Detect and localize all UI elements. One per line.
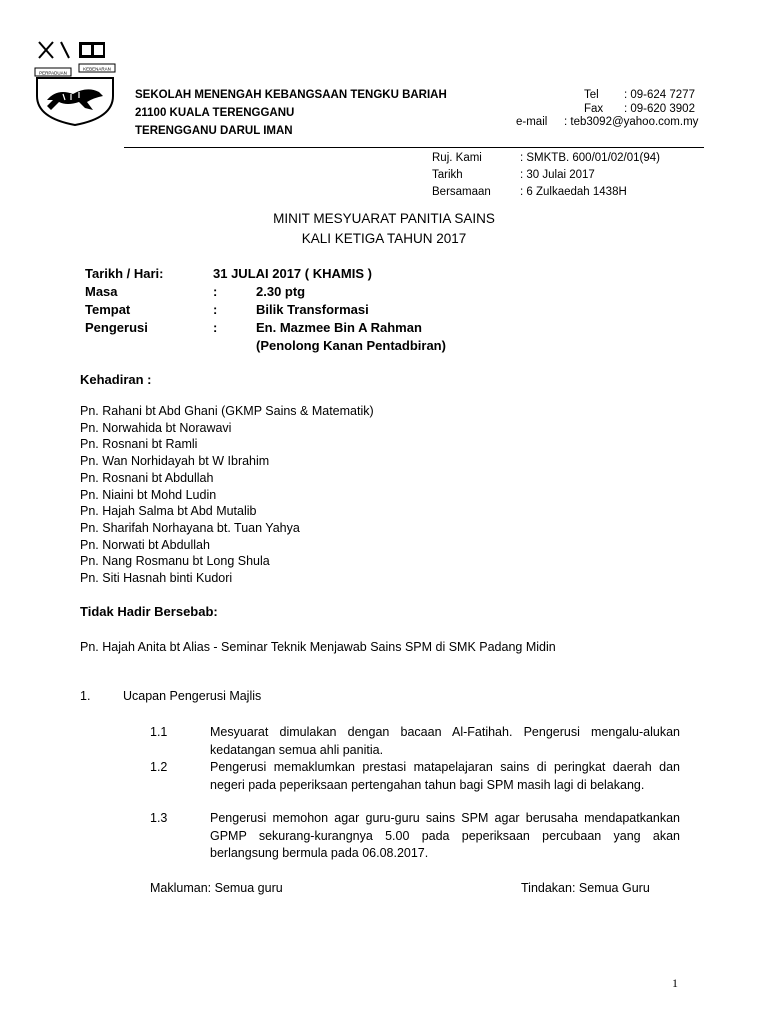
time-label: Masa [85, 284, 118, 299]
fax-value: : 09-620 3902 [624, 102, 695, 115]
time-value: 2.30 ptg [256, 284, 306, 299]
document-title: MINIT MESYUARAT PANITIA SAINS [273, 211, 495, 226]
place-row [85, 301, 446, 319]
school-name: SEKOLAH MENENGAH KEBANGSAAN TENGKU BARIAH [135, 89, 447, 101]
chair-role-row [85, 337, 446, 355]
contact-block [516, 89, 698, 130]
makluman-note: Makluman: Semua guru [150, 881, 283, 895]
list-item: Pn. Nang Rosmanu bt Long Shula [80, 554, 270, 569]
agenda-subitem [150, 724, 680, 759]
list-item: Pn. Wan Norhidayah bt W Ibrahim [80, 454, 270, 469]
place-value: Bilik Transformasi [256, 302, 369, 317]
reference-block [432, 150, 660, 201]
date-label: Tarikh / Hari: [85, 266, 164, 281]
reference-label: Ruj. Kami [432, 152, 482, 164]
agenda-subitem [150, 810, 680, 863]
attendance-heading: Kehadiran : [80, 372, 152, 387]
subitem-number: 1.1 [150, 725, 168, 739]
date-value: 31 JULAI 2017 ( KHAMIS ) [213, 266, 372, 281]
reference-label: Bersamaan [432, 186, 491, 198]
fax-label: Fax [584, 102, 604, 115]
meeting-details [85, 265, 446, 355]
list-item: Pn. Rosnani bt Ramli [80, 437, 198, 452]
subitem-text: Mesyuarat dimulakan dengan bacaan Al-Fatihah. Pengerusi mengalu-alukan kedatangan semua ahli panitia. [210, 725, 680, 757]
tindakan-note: Tindakan: Semua Guru [521, 881, 650, 895]
list-item: Pn. Siti Hasnah binti Kudori [80, 571, 233, 586]
school-crest-logo [33, 36, 117, 126]
absent-heading: Tidak Hadir Bersebab: [80, 604, 218, 619]
reference-row [432, 167, 660, 184]
place-label: Tempat [85, 302, 131, 317]
attendance-list [80, 403, 374, 587]
logo-banner-left: PERPADUAN [39, 70, 67, 76]
page-number: 1 [672, 976, 678, 990]
email-label: e-mail [516, 116, 548, 128]
reference-label: Tarikh [432, 169, 463, 181]
subitem-number: 1.2 [150, 760, 168, 774]
reference-row [432, 150, 660, 167]
reference-row [432, 184, 660, 201]
document-subtitle: KALI KETIGA TAHUN 2017 [301, 231, 467, 246]
logo-banner-right: KEBENARAN [83, 66, 111, 72]
school-crest-icon [33, 36, 117, 126]
school-state: TERENGGANU DARUL IMAN [135, 125, 293, 137]
tel-value: : 09-624 7277 [624, 89, 695, 101]
fax-row [516, 103, 698, 117]
agenda-item-title: Ucapan Pengerusi Majlis [123, 689, 262, 703]
subitem-number: 1.3 [150, 811, 168, 825]
agenda-item-number: 1. [80, 689, 91, 703]
school-address [135, 86, 447, 140]
chair-label: Pengerusi [85, 320, 148, 335]
list-item: Pn. Norwahida bt Norawavi [80, 420, 232, 435]
date-row [85, 265, 446, 283]
time-colon: : [213, 284, 218, 299]
chair-colon: : [213, 320, 218, 335]
place-colon: : [213, 302, 218, 317]
list-item: Pn. Niaini bt Mohd Ludin [80, 487, 217, 502]
email-value: : teb3092@yahoo.com.my [564, 116, 699, 128]
chair-role: (Penolong Kanan Pentadbiran) [256, 338, 446, 353]
list-item: Pn. Rahani bt Abd Ghani (GKMP Sains & Matematik) [80, 404, 374, 418]
list-item: Pn. Rosnani bt Abdullah [80, 470, 214, 485]
chair-row [85, 319, 446, 337]
tel-row [516, 89, 698, 103]
list-item: Pn. Hajah Salma bt Abd Mutalib [80, 504, 257, 519]
list-item: Pn. Sharifah Norhayana bt. Tuan Yahya [80, 520, 300, 535]
reference-value: : 30 Julai 2017 [520, 169, 595, 181]
tel-label: Tel [584, 89, 599, 101]
subitem-text: Pengerusi memaklumkan prestasi matapelajaran sains di peringkat daerah dan negeri pada peperiksaan pertengahan tahun bagi SPM masih lagi di belakang. [210, 760, 680, 792]
school-postcode-city: 21100 KUALA TERENGGANU [135, 107, 295, 119]
agenda-subitem [150, 759, 680, 794]
list-item: Pn. Norwati bt Abdullah [80, 537, 210, 552]
absent-entry: Pn. Hajah Anita bt Alias - Seminar Teknik Menjawab Sains SPM di SMK Padang Midin [80, 640, 556, 654]
reference-value: : 6 Zulkaedah 1438H [520, 186, 627, 198]
subitem-text: Pengerusi memohon agar guru-guru sains SPM agar berusaha mendapatkankan GPMP sekurang-kurangnya 5.00 pada peperiksaan percubaan yang akan berlangsung bermula pada 06.08.2017. [210, 811, 680, 860]
header-divider [124, 147, 704, 148]
chair-value: En. Mazmee Bin A Rahman [256, 320, 422, 335]
time-row [85, 283, 446, 301]
email-row [516, 116, 698, 130]
reference-value: : SMKTB. 600/01/02/01(94) [520, 152, 660, 164]
